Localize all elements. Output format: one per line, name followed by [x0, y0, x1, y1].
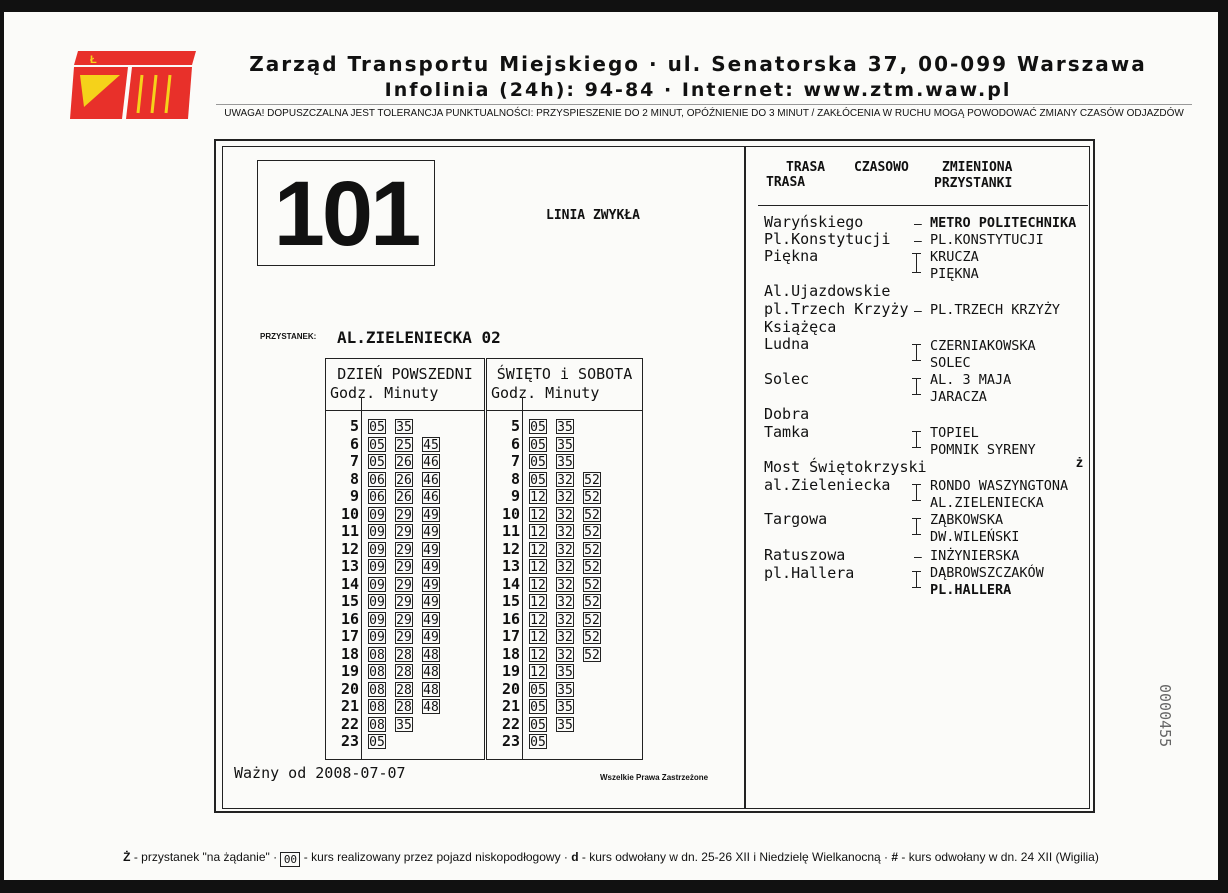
legend-symbol-d: d	[571, 850, 579, 864]
timetable-row	[487, 593, 642, 611]
route-street: Dobra	[764, 405, 810, 423]
minute-cell: 52	[584, 647, 600, 663]
route-header-zmieniona: ZMIENIONA	[942, 160, 1013, 175]
line-type: LINIA ZWYKŁA	[546, 208, 640, 223]
timetable-row	[326, 436, 484, 454]
timetable-row	[326, 698, 484, 716]
header-address: Zarząd Transportu Miejskiego · ul. Senatorska 37, 00-099 Warszawa	[249, 52, 1147, 76]
hour-cell: 7	[349, 452, 359, 470]
route-stop: JARACZA	[930, 389, 987, 405]
timetable-row	[487, 733, 642, 751]
route-stop: RONDO WASZYNGTONA	[930, 478, 1069, 494]
minute-cell: 35	[396, 717, 412, 733]
hour-cell: 9	[349, 487, 359, 505]
minute-cell: 52	[584, 542, 600, 558]
route-stop: PL.KONSTYTUCJI	[930, 232, 1044, 248]
timetable-row	[487, 523, 642, 541]
holiday-rows	[487, 418, 642, 751]
timetable-row	[326, 646, 484, 664]
minute-cell: 35	[557, 700, 573, 715]
minute-cell: 12	[530, 665, 546, 680]
timetable-row	[326, 471, 484, 489]
minute-cell: 49	[423, 525, 439, 540]
minute-cell: 26	[396, 490, 412, 505]
route-street: Targowa	[764, 510, 828, 528]
minute-cell: 32	[557, 630, 573, 645]
route-stop: KRUCZA	[930, 249, 979, 265]
hour-cell: 19	[501, 662, 520, 680]
rights-notice: Wszelkie Prawa Zastrzeżone	[600, 773, 709, 782]
minute-cell: 29	[396, 507, 412, 523]
weekday-subheader: Godz. Minuty	[330, 384, 439, 402]
header-divider	[216, 104, 1192, 105]
minute-cell: 29	[396, 542, 412, 558]
minute-cell: 09	[369, 525, 385, 540]
route-stop: ZĄBKOWSKA	[930, 512, 1004, 528]
hour-cell: 10	[340, 504, 359, 523]
minute-cell: 28	[396, 700, 412, 715]
timetable-row	[487, 453, 642, 471]
route-stop: AL. 3 MAJA	[930, 372, 1012, 388]
hour-cell: 21	[501, 697, 520, 715]
hour-cell: 14	[340, 574, 359, 593]
svg-text:Ł: Ł	[90, 54, 97, 66]
route-stop: SOLEC	[930, 355, 971, 371]
minute-cell: 05	[530, 682, 546, 698]
route-street: Most Świętokrzyski	[764, 458, 927, 476]
minute-cell: 08	[369, 665, 385, 680]
hour-cell: 16	[501, 609, 520, 628]
minute-cell: 12	[530, 647, 546, 663]
minute-cell: 52	[584, 595, 600, 610]
hour-cell: 23	[501, 732, 520, 750]
holiday-title: ŚWIĘTO i SOBOTA	[496, 365, 633, 383]
minute-cell: 35	[557, 437, 573, 453]
minute-cell: 32	[557, 490, 573, 505]
minute-cell: 29	[396, 577, 412, 593]
timetable-row	[487, 488, 642, 506]
minute-cell: 09	[369, 507, 385, 523]
route-header-trasa2: TRASA	[766, 175, 806, 190]
minute-cell: 48	[423, 700, 439, 715]
single-stop-dash: –	[914, 548, 922, 564]
legend-symbol-lowfloor: 00	[280, 852, 300, 867]
timetable-row	[326, 663, 484, 681]
minute-cell: 52	[584, 577, 600, 593]
minute-cell: 29	[396, 525, 412, 540]
single-stop-dash: –	[914, 302, 922, 318]
stop-range-bar	[912, 378, 922, 395]
route-street: Piękna	[764, 247, 819, 265]
minute-cell: 52	[584, 472, 600, 488]
stop-name: AL.ZIELENIECKA 02	[337, 328, 501, 347]
stop-range-bar	[912, 484, 922, 501]
punctuality-notice: UWAGA! DOPUSZCZALNA JEST TOLERANCJA PUNKTUALNOŚCI: PRZYSPIESZENIE DO 2 MINUT, OPÓŹNIENIE DO 3 MINUT / ZAKŁÓCENIA W RUCHU MOGĄ POWODOWAĆ ZMIANY CZASÓW ODJAZDÓW	[224, 108, 1184, 119]
minute-cell: 32	[557, 507, 573, 523]
minute-cell: 12	[530, 490, 546, 505]
stop-range-bar	[912, 431, 922, 448]
minute-cell: 48	[423, 682, 439, 698]
route-stop: AL.ZIELENIECKA	[930, 495, 1044, 511]
line-number-box	[257, 160, 435, 266]
minute-cell: 52	[584, 490, 600, 505]
stop-range-bar	[912, 344, 922, 361]
hour-cell: 15	[340, 592, 359, 610]
route-street: Pl.Konstytucji	[764, 230, 891, 248]
hour-cell: 9	[510, 487, 520, 505]
minute-cell: 29	[396, 612, 412, 628]
hour-cell: 22	[340, 714, 359, 733]
minute-cell: 32	[557, 577, 573, 593]
legend-symbol-hash: #	[891, 850, 899, 864]
route-street: Ratuszowa	[764, 546, 846, 564]
minute-cell: 12	[530, 612, 546, 628]
holiday-header	[487, 359, 642, 411]
minute-cell: 28	[396, 682, 412, 698]
minute-cell: 48	[423, 665, 439, 680]
minute-cell: 05	[530, 700, 546, 715]
timetable-row	[487, 506, 642, 524]
hour-cell: 22	[501, 714, 520, 733]
route-street: Ludna	[764, 335, 810, 353]
minute-cell: 09	[369, 595, 385, 610]
minute-cell: 49	[423, 542, 439, 558]
minute-cell: 08	[369, 717, 385, 733]
hour-cell: 13	[501, 557, 520, 575]
hour-cell: 19	[340, 662, 359, 680]
hour-cell: 20	[340, 679, 359, 698]
minute-cell: 52	[584, 560, 600, 575]
minute-cell: 05	[530, 735, 546, 750]
timetable-row	[487, 716, 642, 734]
hour-cell: 16	[340, 609, 359, 628]
timetable-row	[326, 628, 484, 646]
timetable-row	[326, 418, 484, 436]
route-stop: INŻYNIERSKA	[930, 548, 1020, 564]
minute-cell: 32	[557, 560, 573, 575]
legend-text: - kurs odwołany w dn. 25-26 XII i Niedzielę Wielkanocną ·	[578, 850, 892, 864]
single-stop-dash: –	[914, 232, 922, 248]
minute-cell: 35	[396, 420, 412, 435]
minute-cell: 49	[423, 595, 439, 610]
minute-cell: 29	[396, 560, 412, 575]
hour-cell: 11	[340, 522, 359, 540]
minute-cell: 49	[423, 612, 439, 628]
minute-cell: 32	[557, 595, 573, 610]
route-header-przystanki: PRZYSTANKI	[934, 176, 1013, 191]
route-stop: CZERNIAKOWSKA	[930, 338, 1036, 354]
minute-cell: 49	[423, 630, 439, 645]
minute-cell: 32	[557, 542, 573, 558]
minute-cell: 05	[530, 437, 546, 453]
weekday-timetable	[325, 358, 485, 760]
hour-cell: 23	[340, 732, 359, 750]
timetable-row	[326, 681, 484, 699]
minute-cell: 05	[369, 735, 385, 750]
route-street: Al.Ujazdowskie	[764, 282, 891, 300]
minute-cell: 49	[423, 507, 439, 523]
route-stop: TOPIEL	[930, 425, 979, 441]
hour-cell: 12	[501, 539, 520, 558]
minute-cell: 35	[557, 455, 573, 470]
hour-cell: 6	[349, 434, 359, 453]
route-street: Solec	[764, 370, 810, 388]
minute-cell: 08	[369, 647, 385, 663]
route-stop: PIĘKNA	[930, 266, 979, 282]
minute-cell: 46	[423, 472, 439, 488]
legend-text: - kurs realizowany przez pojazd niskopodłogowy ·	[300, 850, 572, 864]
minute-cell: 12	[530, 630, 546, 645]
timetable-row	[326, 733, 484, 751]
route-header-trasa: TRASA	[786, 160, 826, 175]
route-street: pl.Hallera	[764, 564, 855, 582]
timetable-row	[487, 611, 642, 629]
timetable-row	[326, 576, 484, 594]
serial-number: 0000455	[1156, 684, 1174, 748]
minute-cell: 06	[369, 490, 385, 505]
column-divider	[744, 146, 746, 809]
hour-cell: 5	[510, 417, 520, 435]
weekday-header	[326, 359, 484, 411]
legend-text: - przystanek "na żądanie" ·	[130, 850, 281, 864]
single-stop-dash: –	[914, 215, 922, 231]
minute-cell: 52	[584, 630, 600, 645]
hour-cell: 5	[349, 417, 359, 435]
ztm-logo	[70, 51, 196, 119]
minute-cell: 26	[396, 472, 412, 488]
minute-cell: 12	[530, 560, 546, 575]
hour-cell: 7	[510, 452, 520, 470]
minute-cell: 49	[423, 577, 439, 593]
header-contact: Infolinia (24h): 94-84 · Internet: www.ztm.waw.pl	[384, 79, 1012, 101]
timetable-sheet	[4, 12, 1218, 880]
hour-cell: 14	[501, 574, 520, 593]
on-request-mark: ż	[1076, 454, 1083, 470]
route-stop: METRO POLITECHNIKA	[930, 215, 1077, 231]
hour-cell: 10	[501, 504, 520, 523]
hour-cell: 20	[501, 679, 520, 698]
minute-cell: 49	[423, 560, 439, 575]
weekday-title: DZIEŃ POWSZEDNI	[337, 365, 473, 383]
minute-cell: 09	[369, 577, 385, 593]
minute-cell: 05	[369, 420, 385, 435]
minute-cell: 09	[369, 630, 385, 645]
hour-cell: 13	[340, 557, 359, 575]
stop-label: PRZYSTANEK:	[260, 332, 317, 341]
stop-range-bar	[912, 253, 922, 273]
route-header-czasowo: CZASOWO	[854, 160, 909, 175]
minute-cell: 32	[557, 612, 573, 628]
timetable-row	[487, 698, 642, 716]
stop-range-bar	[912, 518, 922, 535]
hour-cell: 18	[501, 644, 520, 663]
timetable-row	[326, 506, 484, 524]
hour-cell: 6	[510, 434, 520, 453]
timetable-row	[487, 646, 642, 664]
minute-cell: 52	[584, 612, 600, 628]
minute-cell: 25	[396, 437, 412, 453]
minute-cell: 48	[423, 647, 439, 663]
minute-cell: 45	[423, 437, 439, 453]
minute-cell: 12	[530, 595, 546, 610]
timetable-row	[326, 558, 484, 576]
route-street: Książęca	[764, 318, 837, 336]
minute-cell: 09	[369, 560, 385, 575]
minute-cell: 09	[369, 542, 385, 558]
route-stop: DĄBROWSZCZAKÓW	[930, 565, 1044, 581]
minute-cell: 35	[557, 665, 573, 680]
timetable-row	[326, 716, 484, 734]
minute-cell: 52	[584, 507, 600, 523]
minute-cell: 29	[396, 595, 412, 610]
minute-cell: 05	[369, 437, 385, 453]
route-stop: DW.WILEŃSKI	[930, 529, 1020, 545]
hour-cell: 18	[340, 644, 359, 663]
minute-cell: 12	[530, 507, 546, 523]
timetable-row	[487, 681, 642, 699]
route-stop: PL.TRZECH KRZYŻY	[930, 302, 1061, 318]
minute-cell: 05	[369, 455, 385, 470]
minute-cell: 28	[396, 647, 412, 663]
minute-cell: 28	[396, 665, 412, 680]
minute-cell: 35	[557, 682, 573, 698]
legend-text: - kurs odwołany w dn. 24 XII (Wigilia)	[898, 850, 1099, 864]
timetable-row	[487, 558, 642, 576]
route-stop: PL.HALLERA	[930, 582, 1012, 598]
minute-cell: 46	[423, 490, 439, 505]
hour-cell: 15	[501, 592, 520, 610]
timetable-row	[487, 541, 642, 559]
route-street: Waryńskiego	[764, 213, 864, 231]
hour-cell: 17	[340, 627, 359, 645]
minute-cell: 35	[557, 420, 573, 435]
timetable-row	[326, 593, 484, 611]
timetable-row	[487, 471, 642, 489]
timetable-row	[326, 611, 484, 629]
hour-cell: 17	[501, 627, 520, 645]
timetable-row	[487, 576, 642, 594]
route-street: al.Zieleniecka	[764, 476, 891, 494]
route-street: pl.Trzech Krzyży	[764, 300, 909, 318]
legend-footer	[4, 850, 1218, 867]
route-street: Tamka	[764, 423, 810, 441]
valid-from: Ważny od 2008-07-07	[234, 764, 406, 782]
hour-cell: 8	[349, 469, 359, 488]
minute-cell: 35	[557, 717, 573, 733]
minute-cell: 29	[396, 630, 412, 645]
minute-cell: 12	[530, 577, 546, 593]
minute-cell: 32	[557, 647, 573, 663]
minute-cell: 52	[584, 525, 600, 540]
timetable-row	[487, 436, 642, 454]
hour-cell: 8	[510, 469, 520, 488]
minute-cell: 09	[369, 612, 385, 628]
timetable-row	[487, 418, 642, 436]
minute-cell: 05	[530, 455, 546, 470]
timetable-row	[326, 488, 484, 506]
minute-cell: 05	[530, 420, 546, 435]
minute-cell: 06	[369, 472, 385, 488]
line-number: 101	[273, 163, 419, 265]
timetable-row	[487, 663, 642, 681]
timetable-row	[326, 541, 484, 559]
timetable-row	[326, 523, 484, 541]
timetable-row	[326, 453, 484, 471]
timetable-row	[487, 628, 642, 646]
minute-cell: 32	[557, 472, 573, 488]
holiday-timetable	[486, 358, 643, 760]
minute-cell: 05	[530, 472, 546, 488]
minute-cell: 05	[530, 717, 546, 733]
minute-cell: 08	[369, 682, 385, 698]
route-stop: POMNIK SYRENY	[930, 442, 1036, 458]
stop-range-bar	[912, 571, 922, 588]
minute-cell: 12	[530, 525, 546, 540]
minute-cell: 46	[423, 455, 439, 470]
weekday-rows	[326, 418, 484, 751]
minute-cell: 26	[396, 455, 412, 470]
minute-cell: 12	[530, 542, 546, 558]
route-header-divider	[758, 205, 1088, 206]
legend-symbol-request: Ż	[123, 850, 131, 864]
minute-cell: 08	[369, 700, 385, 715]
holiday-subheader: Godz. Minuty	[491, 384, 600, 402]
hour-cell: 21	[340, 697, 359, 715]
hour-cell: 11	[501, 522, 520, 540]
minute-cell: 32	[557, 525, 573, 540]
hour-cell: 12	[340, 539, 359, 558]
